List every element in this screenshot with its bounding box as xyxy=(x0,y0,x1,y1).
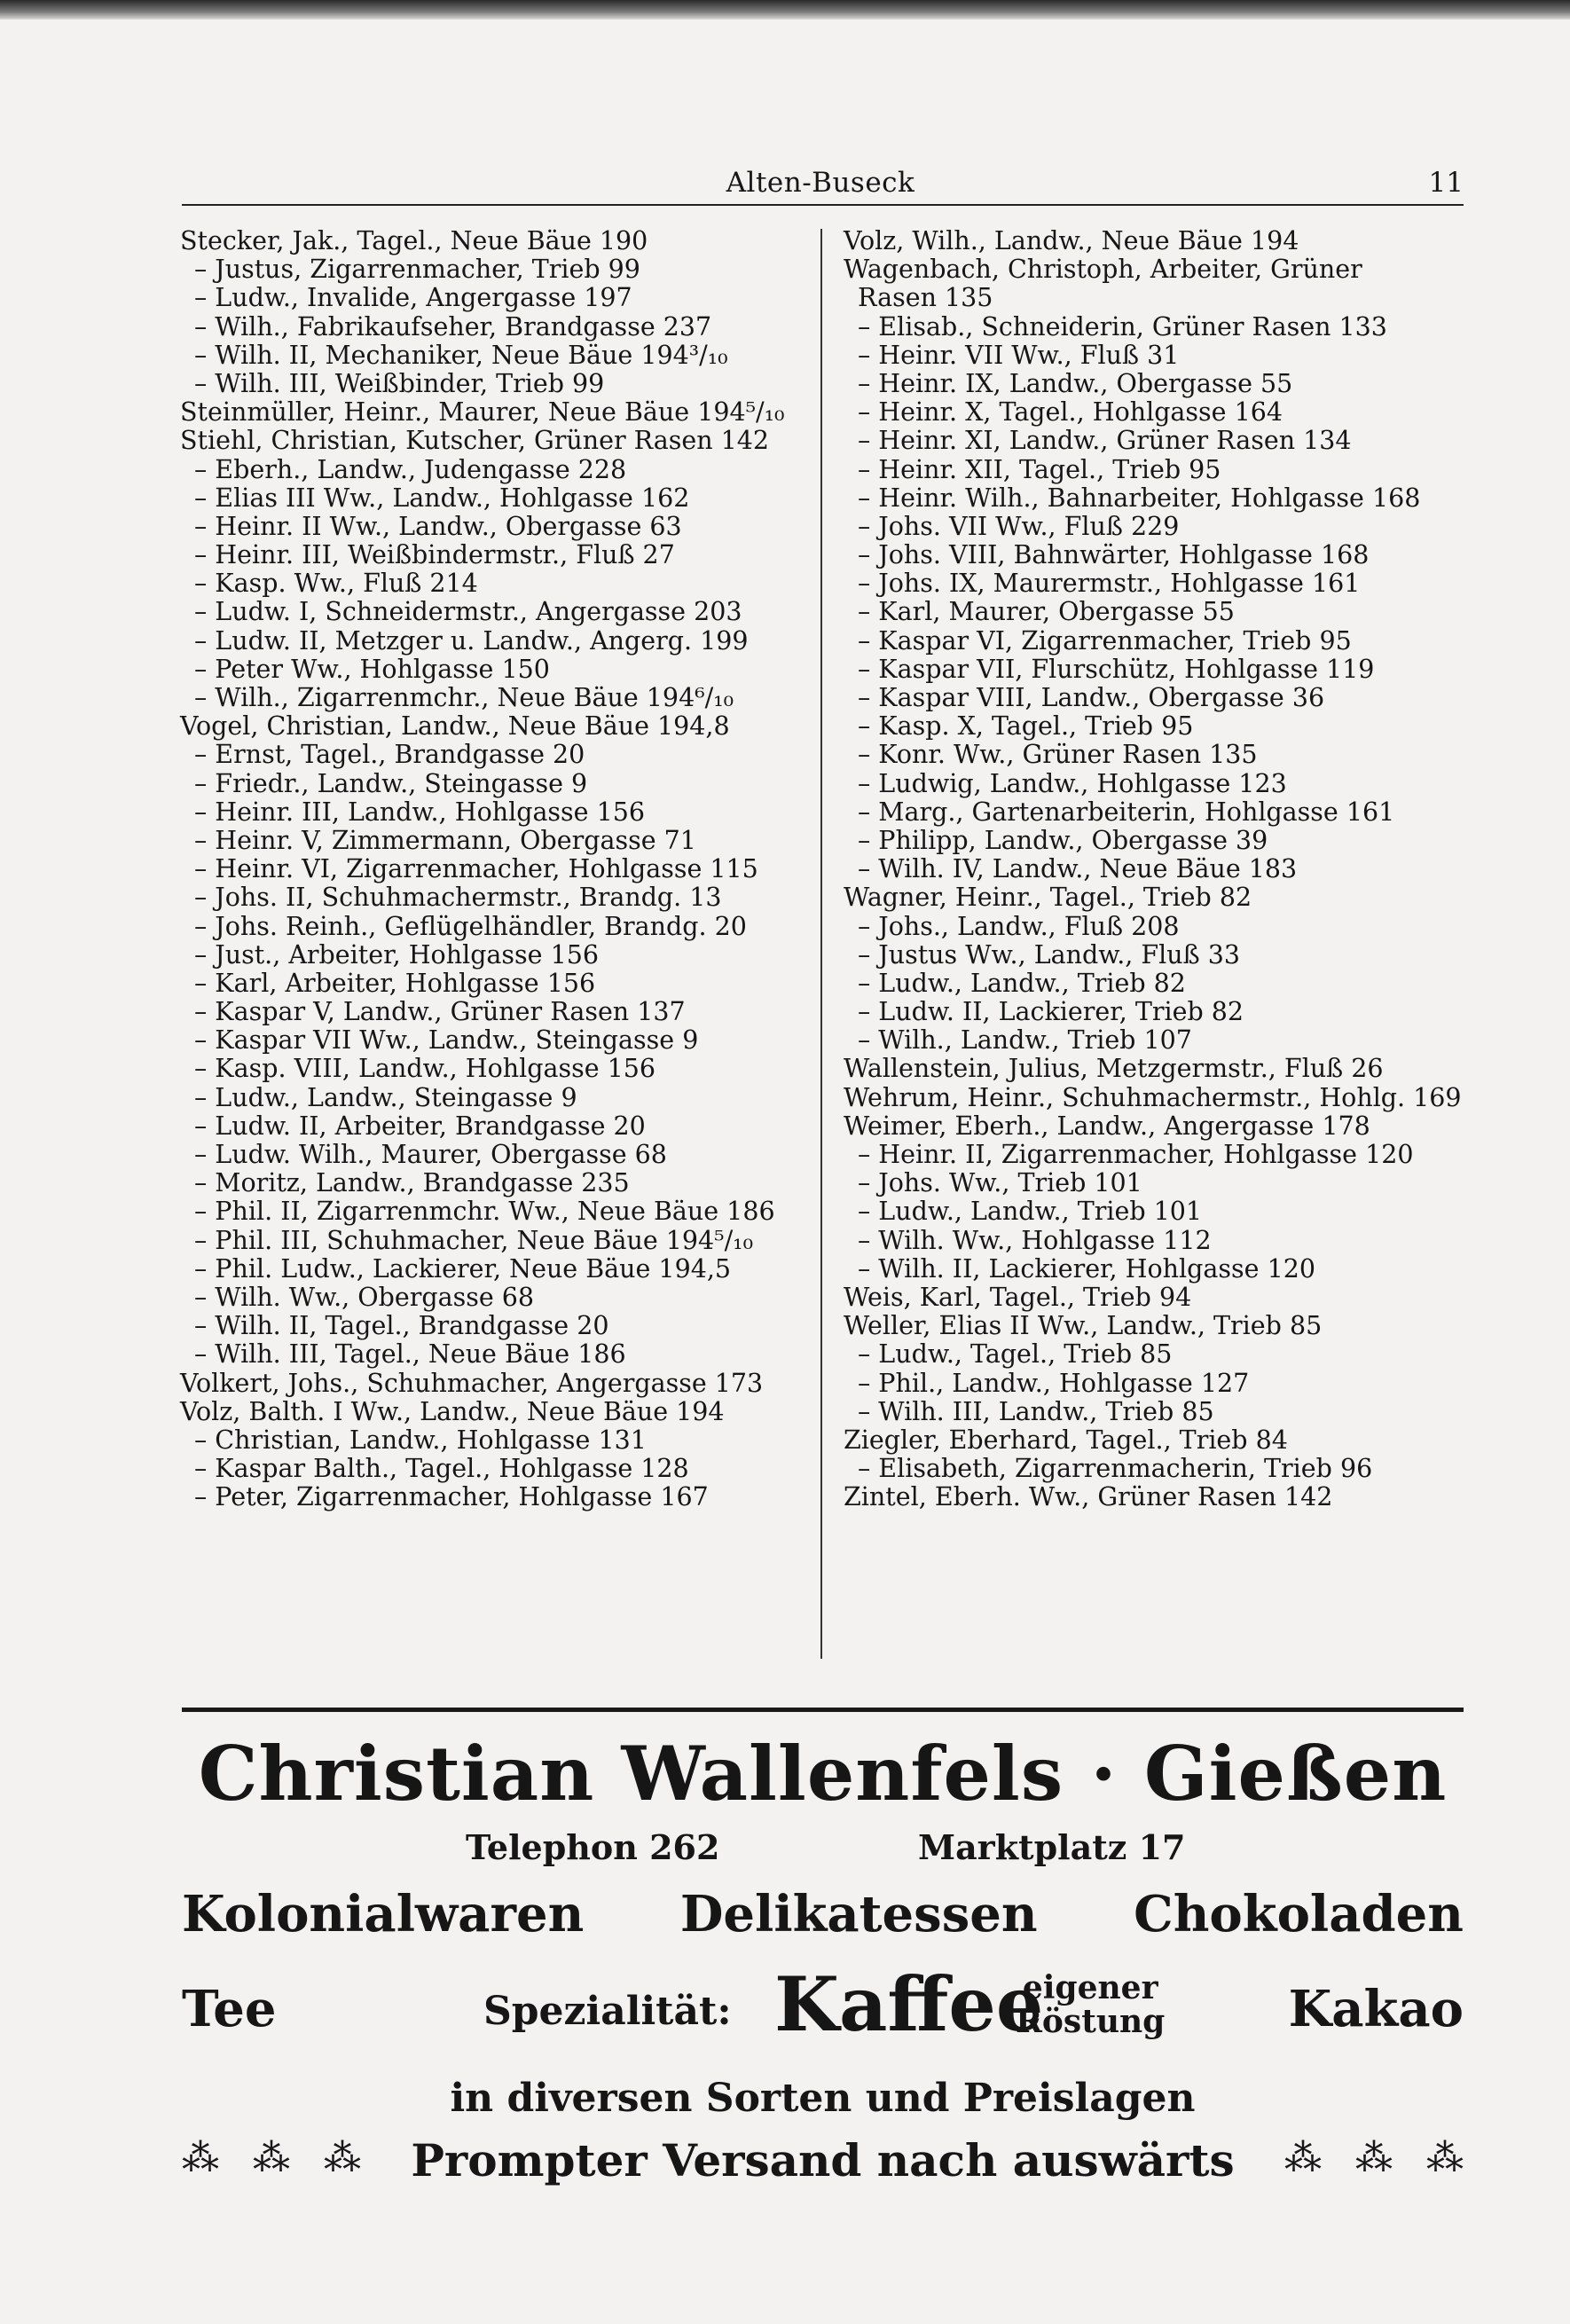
advertisement xyxy=(182,1730,1464,2191)
directory-entry: Stecker, Jak., Tagel., Neue Bäue 190 xyxy=(180,226,648,255)
ad-good-item: Kolonialwaren xyxy=(182,1885,585,1943)
directory-entry: – Heinr. V, Zimmermann, Obergasse 71 xyxy=(194,825,696,855)
directory-entry: Zintel, Eberh. Ww., Grüner Rasen 142 xyxy=(844,1482,1333,1512)
directory-entry: – Wilh., Landw., Trieb 107 xyxy=(858,1025,1192,1056)
directory-entry: – Wilh. Ww., Obergasse 68 xyxy=(194,1282,535,1312)
directory-entry: – Wilh. II, Mechaniker, Neue Bäue 194³/₁₀ xyxy=(194,340,728,370)
directory-entry: – Ernst, Tagel., Brandgasse 20 xyxy=(194,740,585,770)
directory-entry: – Wilh. III, Tagel., Neue Bäue 186 xyxy=(194,1339,626,1370)
directory-entry: – Just., Arbeiter, Hohlgasse 156 xyxy=(194,939,599,970)
directory-entry: Volkert, Johs., Schuhmacher, Angergasse 173 xyxy=(180,1368,764,1398)
left-column xyxy=(180,227,810,1511)
page-number: 11 xyxy=(1428,167,1464,199)
directory-entry: – Wilh., Fabrikaufseher, Brandgasse 237 xyxy=(194,311,712,342)
ad-address: Marktplatz 17 xyxy=(918,1827,1186,1867)
directory-entry: – Phil. III, Schuhmacher, Neue Bäue 194⁵/₁₀ xyxy=(194,1225,754,1255)
directory-entry: Rasen 135 xyxy=(858,283,993,313)
directory-entry: – Elisab., Schneiderin, Grüner Rasen 133 xyxy=(858,311,1387,342)
ornament-icon: ⁂ xyxy=(1355,2136,1393,2179)
directory-entry: – Kaspar VII, Flurschütz, Hohlgasse 119 xyxy=(858,654,1375,684)
directory-entry: – Kaspar VII Ww., Landw., Steingasse 9 xyxy=(194,1025,699,1056)
directory-entry: – Johs. Ww., Trieb 101 xyxy=(858,1168,1142,1198)
directory-entry: – Christian, Landw., Hohlgasse 131 xyxy=(194,1425,647,1455)
directory-entry: – Marg., Gartenarbeiterin, Hohlgasse 161 xyxy=(858,797,1395,827)
advertisement-rule xyxy=(182,1708,1464,1712)
directory-entry: – Wilh. II, Tagel., Brandgasse 20 xyxy=(194,1311,609,1341)
ornament-icon: ⁂ xyxy=(1284,2136,1322,2179)
ad-good-item: Chokoladen xyxy=(1134,1885,1464,1943)
directory-entry: – Phil. II, Zigarrenmchr. Ww., Neue Bäue 186 xyxy=(194,1197,775,1227)
ad-eigener: eigener xyxy=(1022,1969,1158,2006)
directory-entry: Weis, Karl, Tagel., Trieb 94 xyxy=(844,1282,1192,1312)
directory-entry: – Elias III Ww., Landw., Hohlgasse 162 xyxy=(194,483,690,513)
directory-entry: – Philipp, Landw., Obergasse 39 xyxy=(858,825,1268,855)
column-divider xyxy=(820,229,822,1659)
directory-entry: – Heinr. Wilh., Bahnarbeiter, Hohlgasse 168 xyxy=(858,483,1421,513)
directory-entry: Wallenstein, Julius, Metzgermstr., Fluß 26 xyxy=(844,1054,1384,1084)
directory-entry: – Friedr., Landw., Steingasse 9 xyxy=(194,768,588,798)
directory-entry: Volz, Wilh., Landw., Neue Bäue 194 xyxy=(844,226,1299,255)
directory-entry: – Heinr. X, Tagel., Hohlgasse 164 xyxy=(858,397,1283,428)
directory-entry: – Ludw. II, Arbeiter, Brandgasse 20 xyxy=(194,1111,646,1141)
directory-entry: – Wilh. IV, Landw., Neue Bäue 183 xyxy=(858,854,1298,884)
ornament-icon: ⁂ xyxy=(253,2136,290,2179)
directory-entry: – Ludw. I, Schneidermstr., Angergasse 203 xyxy=(194,597,742,627)
directory-entry: – Johs. VIII, Bahnwärter, Hohlgasse 168 xyxy=(858,540,1370,570)
directory-entry: – Heinr. XI, Landw., Grüner Rasen 134 xyxy=(858,426,1352,456)
directory-entry: – Phil. Ludw., Lackierer, Neue Bäue 194,5 xyxy=(194,1253,732,1284)
directory-entry: – Kasp. X, Tagel., Trieb 95 xyxy=(858,711,1194,742)
directory-entry: – Heinr. VII Ww., Fluß 31 xyxy=(858,340,1180,370)
ad-roestung: Röstung xyxy=(1016,2003,1166,2040)
directory-entry: – Kasp. Ww., Fluß 214 xyxy=(194,569,478,599)
directory-entry: – Heinr. III, Landw., Hohlgasse 156 xyxy=(194,797,646,827)
directory-entry: – Konr. Ww., Grüner Rasen 135 xyxy=(858,740,1258,770)
directory-entry: – Johs., Landw., Fluß 208 xyxy=(858,911,1180,941)
directory-entry: Steinmüller, Heinr., Maurer, Neue Bäue 194⁵/₁₀ xyxy=(180,397,785,428)
directory-entry: – Heinr. II Ww., Landw., Obergasse 63 xyxy=(194,511,682,541)
directory-entry: – Heinr. IX, Landw., Obergasse 55 xyxy=(858,368,1293,398)
directory-entry: – Ludw. II, Metzger u. Landw., Angerg. 199 xyxy=(194,625,749,656)
ad-phone: Telephon 262 xyxy=(466,1827,720,1867)
ornament-icon: ⁂ xyxy=(1426,2136,1464,2179)
directory-entry: – Justus, Zigarrenmacher, Trieb 99 xyxy=(194,255,640,285)
header-rule xyxy=(182,204,1464,206)
directory-entry: – Kaspar VI, Zigarrenmacher, Trieb 95 xyxy=(858,625,1352,656)
directory-entry: Wehrum, Heinr., Schuhmachermstr., Hohlg. 169 xyxy=(844,1082,1462,1112)
directory-entry: Vogel, Christian, Landw., Neue Bäue 194,8 xyxy=(180,711,730,742)
running-title: Alten-Buseck xyxy=(726,167,915,199)
ad-varieties: in diversen Sorten und Preislagen xyxy=(450,2076,1196,2121)
ornament-icon: ⁂ xyxy=(182,2136,219,2179)
directory-entry: – Wilh. Ww., Hohlgasse 112 xyxy=(858,1225,1212,1255)
directory-entry: Wagenbach, Christoph, Arbeiter, Grüner xyxy=(844,255,1362,285)
directory-entry: – Wilh., Zigarrenmchr., Neue Bäue 194⁶/₁₀ xyxy=(194,683,734,712)
directory-entry: – Ludw., Tagel., Trieb 85 xyxy=(858,1339,1173,1370)
directory-entry: – Ludw., Landw., Trieb 82 xyxy=(858,968,1186,998)
directory-entry: – Kaspar Balth., Tagel., Hohlgasse 128 xyxy=(194,1454,689,1484)
directory-entry: – Elisabeth, Zigarrenmacherin, Trieb 96 xyxy=(858,1454,1373,1484)
directory-entry: – Kaspar V, Landw., Grüner Rasen 137 xyxy=(194,997,686,1027)
directory-entry: – Heinr. XII, Tagel., Trieb 95 xyxy=(858,454,1221,484)
directory-entry: – Johs. II, Schuhmachermstr., Brandg. 13 xyxy=(194,883,722,913)
directory-entry: – Peter, Zigarrenmacher, Hohlgasse 167 xyxy=(194,1482,709,1512)
directory-entry: – Heinr. III, Weißbindermstr., Fluß 27 xyxy=(194,540,675,570)
directory-entry: – Heinr. VI, Zigarrenmacher, Hohlgasse 115 xyxy=(194,854,758,884)
ad-tee: Tee xyxy=(182,1980,277,2038)
directory-entry: Stiehl, Christian, Kutscher, Grüner Rasen 142 xyxy=(180,426,770,456)
ad-shipping: Prompter Versand nach auswärts xyxy=(411,2134,1235,2187)
directory-entry: Weller, Elias II Ww., Landw., Trieb 85 xyxy=(844,1311,1323,1341)
ad-company-name: Christian Wallenfels · Gießen xyxy=(198,1730,1448,1818)
ad-specialty-label: Spezialität: xyxy=(483,1989,732,2034)
right-column xyxy=(844,227,1464,1511)
directory-entry: – Kaspar VIII, Landw., Obergasse 36 xyxy=(858,683,1325,712)
directory-entry: – Heinr. II, Zigarrenmacher, Hohlgasse 120 xyxy=(858,1140,1414,1169)
ad-shipping-row xyxy=(182,2134,1464,2187)
ad-good-item: Delikatessen xyxy=(679,1885,1038,1943)
page-header xyxy=(182,161,1464,200)
ad-kaffee: Kaffee xyxy=(774,1960,1044,2048)
directory-entry: – Ludw. II, Lackierer, Trieb 82 xyxy=(858,997,1244,1027)
directory-entry: – Phil., Landw., Hohlgasse 127 xyxy=(858,1368,1250,1398)
directory-entry: Volz, Balth. I Ww., Landw., Neue Bäue 194 xyxy=(180,1396,725,1426)
directory-entry: – Ludw., Invalide, Angergasse 197 xyxy=(194,283,632,313)
directory-entry: – Peter Ww., Hohlgasse 150 xyxy=(194,654,550,684)
directory-entry: – Ludw., Landw., Steingasse 9 xyxy=(194,1082,577,1112)
directory-entry: – Johs. IX, Maurermstr., Hohlgasse 161 xyxy=(858,569,1361,599)
directory-entry: – Kasp. VIII, Landw., Hohlgasse 156 xyxy=(194,1054,656,1084)
ad-own-roasting xyxy=(1016,1971,1165,2038)
ornament-icon: ⁂ xyxy=(324,2136,361,2179)
ad-kakao: Kakao xyxy=(1288,1980,1464,2038)
directory-entry: – Wilh. III, Landw., Trieb 85 xyxy=(858,1396,1214,1426)
directory-entry: – Ludw., Landw., Trieb 101 xyxy=(858,1197,1203,1227)
directory-entry: – Justus Ww., Landw., Fluß 33 xyxy=(858,939,1241,970)
directory-entry: Weimer, Eberh., Landw., Angergasse 178 xyxy=(844,1111,1370,1141)
directory-entry: – Johs. VII Ww., Fluß 229 xyxy=(858,511,1180,541)
directory-entry: – Ludwig, Landw., Hohlgasse 123 xyxy=(858,768,1287,798)
directory-entry: – Wilh. III, Weißbinder, Trieb 99 xyxy=(194,368,605,398)
directory-entry: – Wilh. II, Lackierer, Hohlgasse 120 xyxy=(858,1253,1315,1284)
directory-entry: – Johs. Reinh., Geflügelhändler, Brandg. 20 xyxy=(194,911,747,941)
directory-entry: Ziegler, Eberhard, Tagel., Trieb 84 xyxy=(844,1425,1288,1455)
directory-entry: – Moritz, Landw., Brandgasse 235 xyxy=(194,1168,630,1198)
directory-entry: Wagner, Heinr., Tagel., Trieb 82 xyxy=(844,883,1252,913)
ad-goods-row xyxy=(182,1879,1464,1950)
directory-entry: – Eberh., Landw., Judengasse 228 xyxy=(194,454,627,484)
directory-entry: – Ludw. Wilh., Maurer, Obergasse 68 xyxy=(194,1140,667,1169)
directory-entry: – Karl, Arbeiter, Hohlgasse 156 xyxy=(194,968,596,998)
directory-entry: – Karl, Maurer, Obergasse 55 xyxy=(858,597,1235,627)
scan-top-edge xyxy=(0,0,1570,20)
